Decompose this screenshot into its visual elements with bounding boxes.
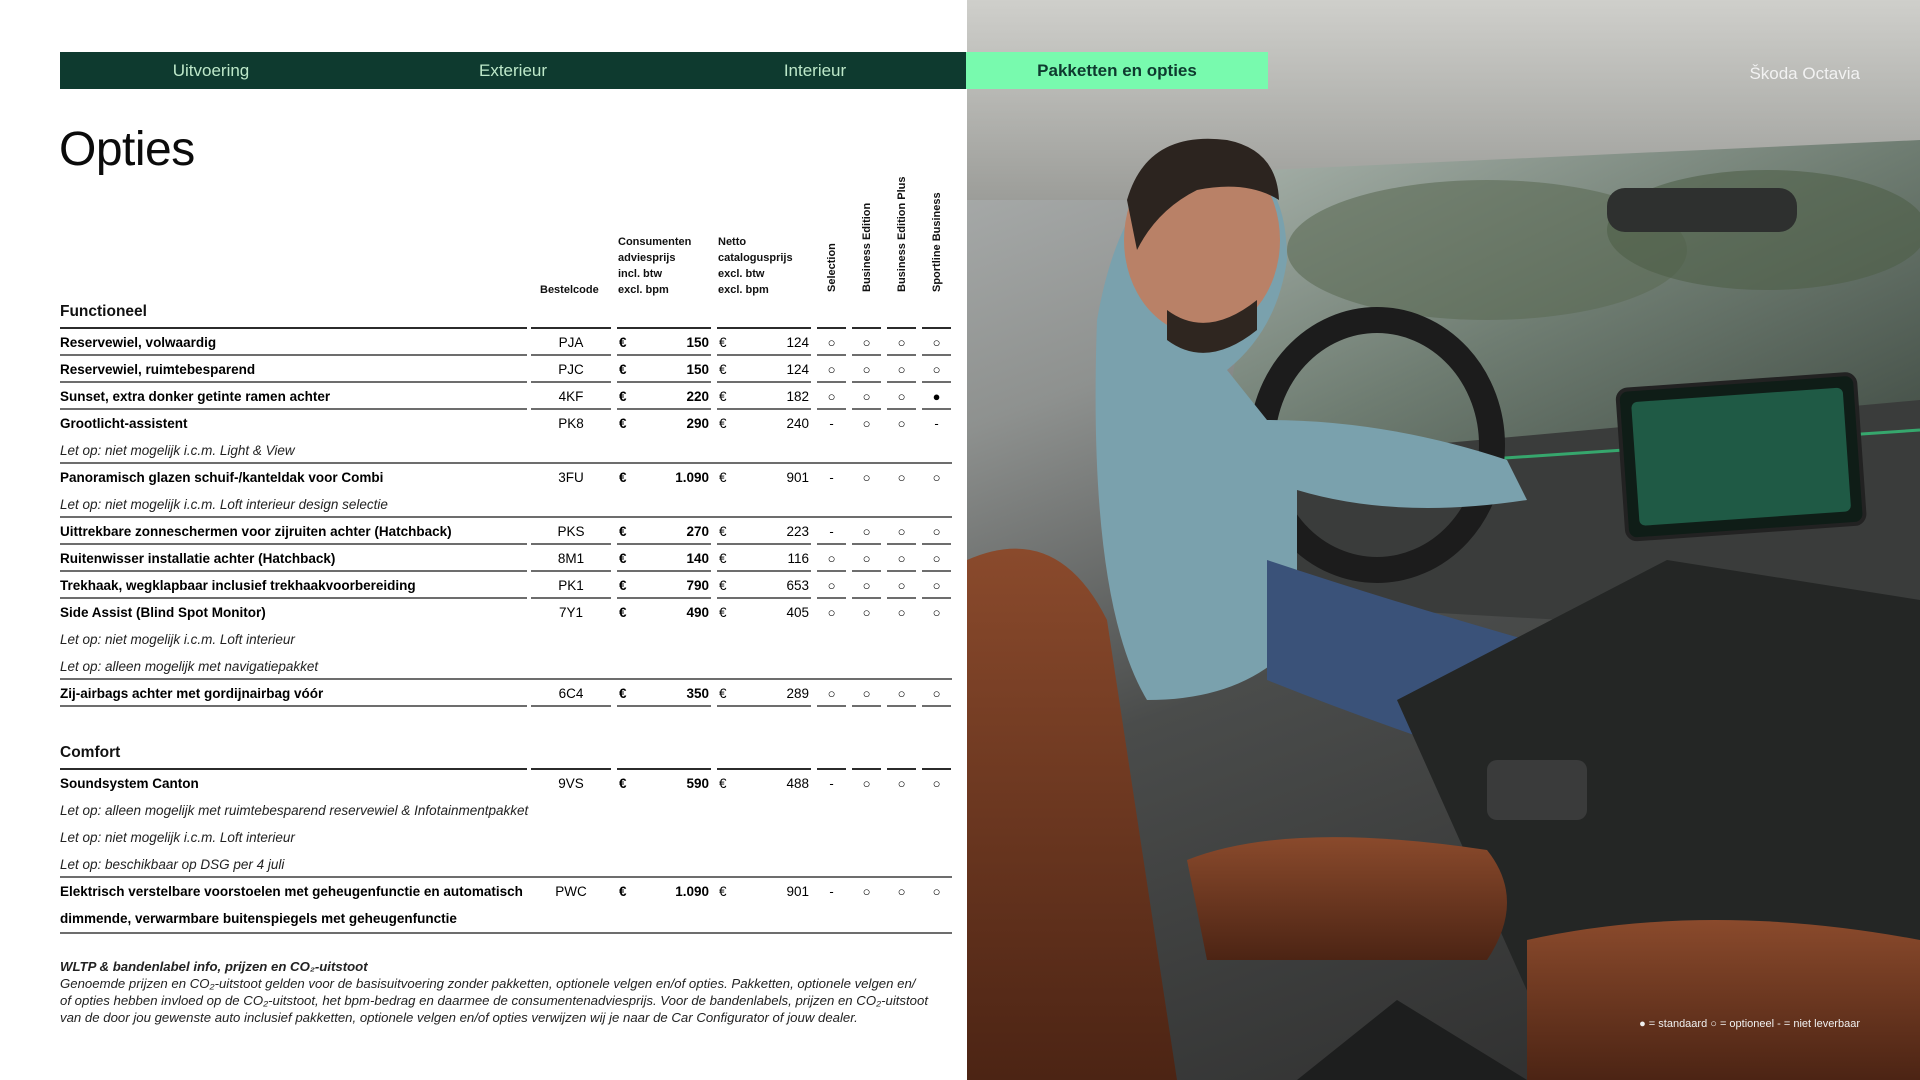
header-consumer-line: incl. btw xyxy=(618,268,662,280)
tab-exterieur[interactable]: Exterieur xyxy=(362,52,664,89)
availability-mark: ○ xyxy=(862,605,871,620)
availability-mark: ○ xyxy=(887,329,916,356)
availability-mark: ○ xyxy=(922,572,951,599)
option-name: Side Assist (Blind Spot Monitor) xyxy=(60,605,266,620)
consumer-price-value: 140 xyxy=(686,551,709,566)
availability-mark: ○ xyxy=(887,518,916,545)
consumer-price xyxy=(617,680,711,707)
net-price-value: 405 xyxy=(786,605,809,620)
option-name: Sunset, extra donker getinte ramen achter xyxy=(60,383,527,410)
footnote-line: of opties hebben invloed op de CO₂-uitstoot, het bpm-bedrag en daarmee de consumentenadviesprijs. Voor de bandenlabels, prijzen en CO₂-uitstoot xyxy=(60,993,929,1008)
header-consumer-line: adviesprijs xyxy=(618,252,676,264)
consumer-price-value: 270 xyxy=(686,524,709,539)
consumer-price xyxy=(617,410,711,437)
header-consumer-line: Consumenten xyxy=(618,236,692,248)
header-net-price xyxy=(718,234,793,298)
order-code: PK8 xyxy=(558,416,584,431)
brand-label: Škoda Octavia xyxy=(1749,64,1860,83)
option-name: Zij-airbags achter met gordijnairbag vóór xyxy=(60,680,527,707)
net-price xyxy=(717,329,811,356)
consumer-price-value: 350 xyxy=(686,686,709,701)
availability-mark: ○ xyxy=(922,680,951,707)
table-row xyxy=(60,356,952,383)
currency-symbol: € xyxy=(619,362,627,377)
availability-mark: - xyxy=(829,884,834,899)
option-note: Let op: beschikbaar op DSG per 4 juli xyxy=(60,857,285,872)
option-name-line: dimmende, verwarmbare buitenspiegels met geheugenfunctie xyxy=(60,911,457,926)
tab-pakketten-en-opties[interactable]: Pakketten en opties xyxy=(966,52,1268,89)
section-title: Functioneel xyxy=(60,303,147,320)
net-price xyxy=(717,770,811,797)
consumer-price-value: 790 xyxy=(686,578,709,593)
order-code: 3FU xyxy=(558,470,584,485)
consumer-price-value: 150 xyxy=(686,362,709,377)
currency-symbol: € xyxy=(619,776,627,791)
page-title: Opties xyxy=(59,123,195,176)
car-interior-photo xyxy=(967,0,1920,1080)
availability-mark: ○ xyxy=(817,383,846,410)
option-name: Soundsystem Canton xyxy=(60,776,199,791)
availability-mark: ○ xyxy=(862,776,871,791)
availability-mark: ○ xyxy=(922,545,951,572)
availability-mark: ○ xyxy=(887,545,916,572)
option-name: Reservewiel, volwaardig xyxy=(60,329,527,356)
consumer-price xyxy=(617,356,711,383)
order-code: PJC xyxy=(531,356,611,383)
net-price-value: 223 xyxy=(786,524,809,539)
table-row xyxy=(60,329,952,356)
header-trim-business-edition-plus: Business Edition Plus xyxy=(896,176,908,292)
table-row xyxy=(60,572,952,599)
net-price xyxy=(717,545,811,572)
availability-mark: ○ xyxy=(852,545,881,572)
availability-mark: ○ xyxy=(897,605,906,620)
net-price xyxy=(717,464,811,491)
header-net-line: Netto xyxy=(718,236,747,248)
availability-mark: ○ xyxy=(862,416,871,431)
order-code: PWC xyxy=(555,884,587,899)
net-price xyxy=(717,572,811,599)
consumer-price xyxy=(617,878,711,905)
currency-symbol: € xyxy=(619,524,627,539)
currency-symbol: € xyxy=(719,776,727,791)
availability-mark: ○ xyxy=(852,572,881,599)
availability-mark: ○ xyxy=(852,680,881,707)
order-code: 7Y1 xyxy=(558,605,584,620)
availability-mark: ○ xyxy=(897,416,906,431)
consumer-price xyxy=(617,383,711,410)
availability-mark: ○ xyxy=(887,383,916,410)
consumer-price-value: 1.090 xyxy=(675,884,709,899)
availability-mark: - xyxy=(934,416,939,431)
currency-symbol: € xyxy=(619,335,627,350)
tab-interieur[interactable]: Interieur xyxy=(664,52,966,89)
order-code: 9VS xyxy=(558,776,584,791)
currency-symbol: € xyxy=(719,578,727,593)
table-row xyxy=(60,680,952,707)
header-trim-selection: Selection xyxy=(826,243,838,292)
currency-symbol: € xyxy=(719,389,727,404)
availability-mark: - xyxy=(829,470,834,485)
availability-mark: ○ xyxy=(932,884,941,899)
currency-symbol: € xyxy=(719,362,727,377)
availability-mark: ○ xyxy=(817,329,846,356)
consumer-price-value: 1.090 xyxy=(675,470,709,485)
header-trim-business-edition: Business Edition xyxy=(861,202,873,292)
availability-mark: ○ xyxy=(922,518,951,545)
option-name: Panoramisch glazen schuif-/kanteldak voor Combi xyxy=(60,470,384,485)
order-code: 6C4 xyxy=(531,680,611,707)
consumer-price xyxy=(617,770,711,797)
net-price xyxy=(717,878,811,905)
availability-mark: ○ xyxy=(932,776,941,791)
net-price xyxy=(717,518,811,545)
option-name: Grootlicht-assistent xyxy=(60,416,188,431)
currency-symbol: € xyxy=(719,335,727,350)
footnote xyxy=(60,958,960,1026)
section-title: Comfort xyxy=(60,744,121,761)
header-consumer-line: excl. bpm xyxy=(618,284,669,296)
availability-mark: - xyxy=(829,416,834,431)
option-note: Let op: niet mogelijk i.c.m. Loft interieur xyxy=(60,632,295,647)
availability-mark: ○ xyxy=(897,470,906,485)
footnote-line: van de door jou gewenste auto inclusief pakketten, optionele velgen en/of opties verwijzen wij je naar de Car Configurator of jouw dealer. xyxy=(60,1010,858,1025)
consumer-price xyxy=(617,545,711,572)
table-row xyxy=(60,383,952,410)
availability-mark: ○ xyxy=(887,572,916,599)
currency-symbol: € xyxy=(719,551,727,566)
header-net-line: excl. bpm xyxy=(718,284,769,296)
net-price xyxy=(717,383,811,410)
consumer-price-value: 150 xyxy=(686,335,709,350)
currency-symbol: € xyxy=(719,884,727,899)
net-price-value: 182 xyxy=(786,389,809,404)
net-price-value: 240 xyxy=(786,416,809,431)
currency-symbol: € xyxy=(619,389,627,404)
order-code: 8M1 xyxy=(531,545,611,572)
availability-mark: ○ xyxy=(897,776,906,791)
currency-symbol: € xyxy=(619,551,627,566)
tab-uitvoering[interactable]: Uitvoering xyxy=(60,52,362,89)
net-price-value: 488 xyxy=(786,776,809,791)
option-note: Let op: niet mogelijk i.c.m. Light & View xyxy=(60,443,295,458)
order-code: PK1 xyxy=(531,572,611,599)
net-price-value: 653 xyxy=(786,578,809,593)
header-bestelcode: Bestelcode xyxy=(540,284,599,296)
net-price xyxy=(717,680,811,707)
footnote-line: Genoemde prijzen en CO₂-uitstoot gelden voor de basisuitvoering zonder pakketten, optionele velgen en/of opties. Pakketten, optionele velgen en/ xyxy=(60,976,916,991)
net-price xyxy=(717,599,811,626)
currency-symbol: € xyxy=(619,686,627,701)
net-price-value: 124 xyxy=(786,335,809,350)
availability-mark: ○ xyxy=(887,356,916,383)
option-note: Let op: niet mogelijk i.c.m. Loft interieur design selectie xyxy=(60,497,388,512)
net-price-value: 116 xyxy=(787,551,809,566)
availability-mark: ○ xyxy=(887,680,916,707)
option-name: Reservewiel, ruimtebesparend xyxy=(60,356,527,383)
availability-mark: ○ xyxy=(852,518,881,545)
option-name: Ruitenwisser installatie achter (Hatchback) xyxy=(60,545,527,572)
option-note: Let op: alleen mogelijk met ruimtebesparend reservewiel & Infotainmentpakket xyxy=(60,803,529,818)
table-row xyxy=(60,464,952,491)
consumer-price xyxy=(617,464,711,491)
net-price xyxy=(717,410,811,437)
consumer-price-value: 290 xyxy=(686,416,709,431)
table-row xyxy=(60,545,952,572)
consumer-price xyxy=(617,329,711,356)
availability-mark: ○ xyxy=(852,329,881,356)
option-name-line: Elektrisch verstelbare voorstoelen met geheugenfunctie en automatisch xyxy=(60,884,523,899)
availability-mark: ○ xyxy=(922,356,951,383)
availability-mark: ○ xyxy=(922,329,951,356)
footnote-title: WLTP & bandenlabel info, prijzen en CO₂-uitstoot xyxy=(60,959,368,974)
availability-mark: ● xyxy=(922,383,951,410)
availability-legend: ● = standaard ○ = optioneel - = niet leverbaar xyxy=(1639,1018,1860,1030)
availability-mark: ○ xyxy=(862,470,871,485)
table-row xyxy=(60,518,952,545)
net-price-value: 901 xyxy=(786,470,809,485)
interior-illustration xyxy=(967,0,1920,1080)
section-tab-bar xyxy=(60,52,1269,89)
consumer-price-value: 490 xyxy=(686,605,709,620)
availability-mark: ○ xyxy=(827,605,836,620)
currency-symbol: € xyxy=(619,416,627,431)
net-price-value: 289 xyxy=(786,686,809,701)
availability-mark: ○ xyxy=(817,680,846,707)
availability-mark: ○ xyxy=(862,884,871,899)
net-price-value: 901 xyxy=(786,884,809,899)
availability-mark: ○ xyxy=(897,884,906,899)
order-code: PJA xyxy=(531,329,611,356)
net-price xyxy=(717,356,811,383)
header-net-line: catalogusprijs xyxy=(718,252,793,264)
option-note: Let op: alleen mogelijk met navigatiepakket xyxy=(60,659,319,674)
availability-mark: - xyxy=(829,776,834,791)
net-price-value: 124 xyxy=(786,362,809,377)
consumer-price xyxy=(617,518,711,545)
consumer-price-value: 590 xyxy=(686,776,709,791)
currency-symbol: € xyxy=(619,884,627,899)
option-note: Let op: niet mogelijk i.c.m. Loft interieur xyxy=(60,830,295,845)
header-consumer-price xyxy=(618,234,691,298)
header-net-line: excl. btw xyxy=(718,268,765,280)
consumer-price xyxy=(617,572,711,599)
option-name xyxy=(60,878,527,932)
availability-mark: ○ xyxy=(852,383,881,410)
header-trim-sportline-business: Sportline Business xyxy=(931,192,943,292)
consumer-price-value: 220 xyxy=(686,389,709,404)
table-row xyxy=(60,878,952,932)
order-code: 4KF xyxy=(531,383,611,410)
currency-symbol: € xyxy=(719,416,727,431)
table-row xyxy=(60,770,952,797)
currency-symbol: € xyxy=(719,470,727,485)
currency-symbol: € xyxy=(719,605,727,620)
currency-symbol: € xyxy=(619,578,627,593)
currency-symbol: € xyxy=(619,605,627,620)
availability-mark: ○ xyxy=(852,356,881,383)
availability-mark: ○ xyxy=(932,470,941,485)
currency-symbol: € xyxy=(719,524,727,539)
option-name: Uittrekbare zonneschermen voor zijruiten achter (Hatchback) xyxy=(60,518,527,545)
availability-mark: ○ xyxy=(932,605,941,620)
consumer-price xyxy=(617,599,711,626)
currency-symbol: € xyxy=(719,686,727,701)
availability-mark: ○ xyxy=(817,545,846,572)
option-name: Trekhaak, wegklapbaar inclusief trekhaakvoorbereiding xyxy=(60,572,527,599)
availability-mark: - xyxy=(817,518,846,545)
availability-mark: ○ xyxy=(817,356,846,383)
table-row xyxy=(60,410,952,437)
currency-symbol: € xyxy=(619,470,627,485)
table-row xyxy=(60,599,952,626)
availability-mark: ○ xyxy=(817,572,846,599)
order-code: PKS xyxy=(531,518,611,545)
row-divider xyxy=(60,932,952,934)
